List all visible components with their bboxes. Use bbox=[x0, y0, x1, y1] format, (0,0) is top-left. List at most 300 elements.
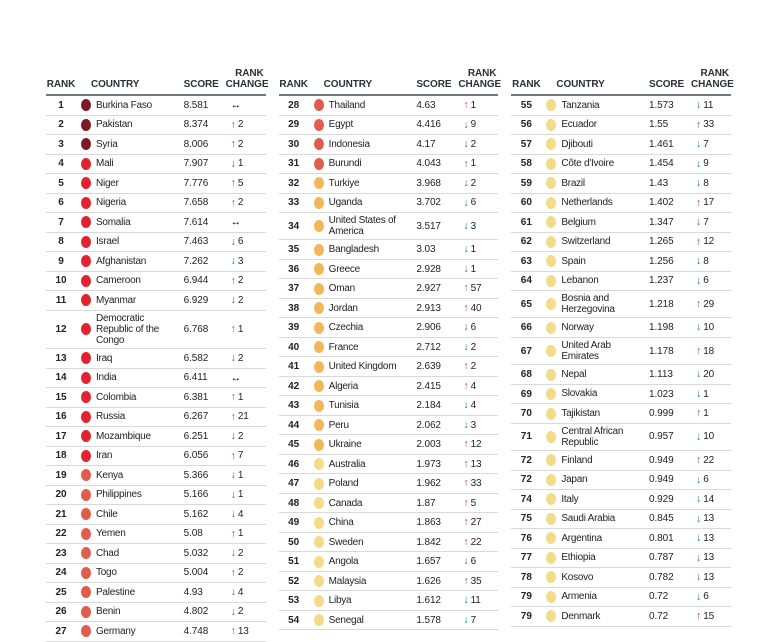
score-band-dot-icon bbox=[81, 177, 91, 189]
table-row bbox=[279, 435, 499, 455]
score-band-dot-icon bbox=[81, 528, 91, 540]
rank-change-value: 2 bbox=[237, 606, 244, 618]
rank-cell: 74 bbox=[520, 493, 532, 505]
score-band-dot-cell bbox=[541, 138, 561, 150]
rank-change-cell bbox=[226, 548, 266, 559]
rank-change-arrow-icon: ↓ bbox=[463, 555, 469, 568]
score-band-dot-cell bbox=[541, 610, 561, 622]
score-value: 0.949 bbox=[649, 474, 674, 486]
rank-change-value: 3 bbox=[470, 419, 476, 431]
rank-cell: 57 bbox=[520, 138, 532, 150]
score-band-dot-cell bbox=[76, 323, 96, 335]
rank-change-cell bbox=[226, 626, 266, 637]
rank-change-arrow-icon: ↓ bbox=[463, 219, 469, 232]
rank-change-arrow-icon: ↓ bbox=[230, 547, 236, 560]
country-name: Russia bbox=[96, 411, 126, 423]
score-band-dot-cell bbox=[309, 595, 329, 607]
score-value: 2.184 bbox=[416, 400, 441, 412]
country-name: Finland bbox=[561, 454, 593, 466]
score-band-dot-icon bbox=[546, 474, 556, 486]
rank-cell: 15 bbox=[55, 391, 67, 403]
table-body bbox=[279, 96, 499, 630]
rank-cell: 59 bbox=[520, 177, 532, 189]
score-value: 3.03 bbox=[416, 244, 436, 256]
score-band-dot-cell bbox=[541, 431, 561, 443]
score-band-dot-icon bbox=[81, 119, 91, 131]
country-name: Côte d'Ivoire bbox=[561, 158, 614, 170]
rank-change-arrow-icon: ↑ bbox=[696, 344, 702, 357]
rank-change-cell bbox=[226, 373, 266, 384]
rank-cell: 3 bbox=[58, 138, 64, 150]
table-row bbox=[279, 338, 499, 358]
country-name: Benin bbox=[96, 606, 121, 618]
score-value: 4.043 bbox=[416, 158, 441, 170]
country-name: Italy bbox=[561, 493, 579, 505]
rank-change-value: 5 bbox=[237, 177, 244, 189]
rank-change-arrow-icon: ↑ bbox=[696, 454, 702, 467]
country-name: Belgium bbox=[561, 216, 596, 228]
score-value: 5.004 bbox=[183, 567, 209, 579]
rank-change-arrow-icon: ↑ bbox=[696, 297, 702, 310]
score-band-dot-cell bbox=[309, 322, 329, 334]
score-band-dot-cell bbox=[76, 372, 96, 384]
rank-change-cell bbox=[458, 178, 498, 189]
rank-cell: 12 bbox=[55, 323, 67, 335]
ranking-column-3 bbox=[511, 52, 734, 635]
rank-change-value: 2 bbox=[237, 119, 244, 131]
rank-change-value: 35 bbox=[470, 575, 482, 587]
score-value: 1.87 bbox=[416, 497, 436, 509]
score-band-dot-icon bbox=[81, 294, 91, 306]
rank-cell: 63 bbox=[520, 255, 532, 267]
table-row bbox=[511, 365, 731, 385]
rank-change-arrow-icon: ↓ bbox=[696, 368, 702, 381]
score-value: 7.907 bbox=[183, 158, 209, 170]
rank-cell: 42 bbox=[288, 380, 300, 392]
score-band-dot-cell bbox=[309, 341, 329, 353]
country-name: Germany bbox=[96, 625, 136, 637]
score-band-dot-cell bbox=[76, 119, 96, 131]
score-band-dot-icon bbox=[546, 99, 556, 111]
country-name: Armenia bbox=[561, 591, 597, 603]
rank-change-value: 13 bbox=[470, 458, 482, 470]
rank-change-arrow-icon: ↑ bbox=[463, 379, 469, 392]
rank-change-value: 1 bbox=[237, 528, 244, 540]
score-band-dot-cell bbox=[76, 508, 96, 520]
country-name: Chile bbox=[96, 508, 118, 520]
score-band-dot-cell bbox=[309, 302, 329, 314]
rank-change-value: 4 bbox=[470, 400, 476, 412]
score-band-dot-cell bbox=[76, 138, 96, 150]
rank-change-cell bbox=[458, 400, 498, 411]
score-value: 6.381 bbox=[183, 391, 209, 403]
rank-change-cell bbox=[691, 158, 731, 169]
score-band-dot-cell bbox=[309, 497, 329, 509]
score-band-dot-cell bbox=[541, 454, 561, 466]
score-band-dot-cell bbox=[541, 532, 561, 544]
country-name: Mali bbox=[96, 158, 114, 170]
country-name: Burundi bbox=[328, 158, 362, 170]
rank-change-arrow-icon: ↓ bbox=[230, 294, 236, 306]
score-band-dot-icon bbox=[546, 138, 556, 150]
country-name: Bangladesh bbox=[328, 244, 379, 256]
rank-cell: 24 bbox=[55, 567, 67, 579]
rank-cell: 27 bbox=[55, 625, 67, 637]
score-band-dot-icon bbox=[81, 625, 91, 637]
score-band-dot-icon bbox=[314, 575, 324, 587]
score-band-dot-icon bbox=[546, 298, 556, 310]
score-value: 0.957 bbox=[649, 431, 674, 443]
table-row bbox=[279, 357, 499, 377]
rank-change-arrow-icon: ↓ bbox=[696, 493, 702, 506]
score-value: 4.748 bbox=[183, 625, 209, 637]
rank-change-cell bbox=[226, 119, 266, 130]
table-row bbox=[511, 194, 731, 214]
score-value: 4.416 bbox=[416, 119, 441, 131]
rank-cell: 28 bbox=[288, 99, 300, 111]
score-band-dot-icon bbox=[546, 610, 556, 622]
country-name: Colombia bbox=[96, 391, 137, 403]
rank-change-cell bbox=[226, 411, 266, 422]
rank-cell: 5 bbox=[58, 177, 64, 189]
rank-change-arrow-icon: ↑ bbox=[230, 138, 236, 150]
rank-cell: 4 bbox=[58, 158, 64, 170]
score-band-dot-icon bbox=[314, 497, 324, 509]
rank-change-cell bbox=[458, 342, 498, 353]
table-row bbox=[46, 564, 266, 584]
rank-change-value: 29 bbox=[703, 298, 714, 310]
rank-change-cell bbox=[226, 178, 266, 189]
score-band-dot-icon bbox=[81, 138, 91, 150]
rank-change-arrow-icon: ↓ bbox=[230, 469, 236, 482]
rank-change-arrow-icon: ↑ bbox=[463, 301, 469, 314]
rank-cell: 58 bbox=[520, 158, 532, 170]
score-band-dot-cell bbox=[541, 493, 561, 505]
rank-cell: 66 bbox=[520, 322, 532, 334]
rank-change-cell bbox=[458, 517, 498, 528]
score-band-dot-icon bbox=[314, 322, 324, 334]
score-band-dot-cell bbox=[76, 197, 96, 209]
rank-change-value: 9 bbox=[470, 119, 476, 131]
rank-change-value: 2 bbox=[470, 341, 476, 353]
score-band-dot-icon bbox=[81, 489, 91, 501]
rank-change-value: 1 bbox=[237, 391, 244, 403]
rank-change-cell bbox=[226, 606, 266, 617]
country-name: Palestine bbox=[96, 586, 135, 598]
table-row bbox=[279, 135, 499, 155]
score-band-dot-cell bbox=[76, 625, 96, 637]
country-name: Malaysia bbox=[328, 575, 367, 587]
rank-change-arrow-icon: ↑ bbox=[463, 535, 469, 548]
score-band-dot-cell bbox=[309, 536, 329, 548]
score-value: 2.712 bbox=[416, 341, 441, 353]
rank-change-cell bbox=[458, 303, 498, 314]
rank-change-cell bbox=[458, 615, 498, 626]
score-band-dot-cell bbox=[309, 478, 329, 490]
score-band-dot-icon bbox=[314, 220, 324, 232]
rank-change-arrow-icon: ↓ bbox=[463, 243, 469, 256]
rank-change-arrow-icon: ↑ bbox=[463, 99, 469, 111]
score-band-dot-icon bbox=[314, 536, 324, 548]
score-band-dot-cell bbox=[541, 591, 561, 603]
score-value: 1.218 bbox=[649, 298, 674, 310]
table-row bbox=[46, 135, 266, 155]
score-band-dot-icon bbox=[314, 458, 324, 470]
country-header: COUNTRY bbox=[556, 79, 605, 90]
rank-cell: 39 bbox=[288, 322, 300, 334]
rank-change-cell bbox=[226, 489, 266, 500]
score-band-dot-cell bbox=[541, 177, 561, 189]
score-band-dot-icon bbox=[546, 322, 556, 334]
country-name: Saudi Arabia bbox=[561, 513, 616, 525]
score-value: 6.056 bbox=[183, 450, 209, 462]
rank-change-cell bbox=[691, 431, 731, 442]
rank-change-value: 6 bbox=[237, 236, 244, 248]
country-name: Libya bbox=[328, 595, 352, 607]
rank-cell: 70 bbox=[520, 408, 532, 419]
score-band-dot-cell bbox=[76, 489, 96, 501]
rank-cell: 47 bbox=[288, 478, 300, 490]
rank-change-arrow-icon: ↔ bbox=[230, 371, 242, 384]
score-band-dot-cell bbox=[309, 614, 329, 626]
score-band-dot-icon bbox=[314, 158, 324, 170]
country-name: Myanmar bbox=[96, 294, 136, 306]
score-band-dot-cell bbox=[76, 411, 96, 423]
rank-change-cell bbox=[226, 100, 266, 111]
score-band-dot-cell bbox=[541, 552, 561, 564]
table-row bbox=[279, 96, 499, 116]
score-band-dot-cell bbox=[76, 528, 96, 540]
score-band-dot-icon bbox=[81, 586, 91, 598]
rank-cell: 67 bbox=[520, 345, 532, 357]
rank-change-value: 1 bbox=[703, 388, 709, 400]
rank-change-value: 6 bbox=[470, 322, 476, 334]
rank-change-value: 1 bbox=[237, 469, 244, 481]
rank-cell: 6 bbox=[58, 197, 64, 209]
rank-change-arrow-icon: ↓ bbox=[463, 418, 469, 431]
score-band-dot-cell bbox=[309, 419, 329, 431]
rank-change-cell bbox=[226, 139, 266, 150]
country-name: Kosovo bbox=[561, 571, 594, 583]
country-name: United Kingdom bbox=[328, 361, 397, 373]
score-band-dot-icon bbox=[81, 216, 91, 228]
rank-change-arrow-icon: ↓ bbox=[463, 321, 469, 334]
score-value: 1.237 bbox=[649, 275, 674, 287]
table-row bbox=[511, 529, 731, 549]
score-value: 0.782 bbox=[649, 571, 674, 583]
rank-change-value: 6 bbox=[470, 556, 476, 568]
table-row bbox=[46, 583, 266, 603]
rank-cell: 19 bbox=[55, 469, 67, 481]
score-band-dot-cell bbox=[309, 220, 329, 232]
table-row bbox=[46, 349, 266, 369]
rank-cell: 48 bbox=[288, 497, 300, 509]
score-band-dot-icon bbox=[81, 411, 91, 423]
rank-cell: 45 bbox=[288, 439, 300, 451]
rank-change-value: 13 bbox=[703, 571, 714, 583]
rank-change-arrow-icon: ↓ bbox=[696, 551, 702, 564]
rank-change-cell bbox=[458, 264, 498, 275]
rank-cell: 60 bbox=[520, 197, 532, 209]
rank-change-arrow-icon: ↑ bbox=[696, 118, 702, 131]
table-row bbox=[279, 155, 499, 175]
country-name: Syria bbox=[96, 138, 118, 150]
rank-change-cell bbox=[458, 459, 498, 470]
rank-cell: 22 bbox=[55, 528, 67, 540]
rank-cell: 9 bbox=[58, 255, 64, 267]
country-name: Mozambique bbox=[96, 430, 151, 442]
rank-change-arrow-icon: ↑ bbox=[230, 177, 236, 189]
score-value: 1.198 bbox=[649, 322, 674, 334]
score-value: 1.962 bbox=[416, 478, 441, 490]
score-band-dot-cell bbox=[309, 244, 329, 256]
score-band-dot-cell bbox=[541, 119, 561, 131]
rank-change-value: 15 bbox=[703, 610, 714, 622]
rank-change-arrow-icon: ↔ bbox=[230, 99, 242, 111]
rank-change-cell bbox=[458, 221, 498, 232]
score-value: 2.639 bbox=[416, 361, 441, 373]
score-band-dot-icon bbox=[314, 400, 324, 412]
rank-change-arrow-icon: ↓ bbox=[463, 594, 469, 607]
country-name: Afghanistan bbox=[96, 255, 147, 267]
score-value: 1.578 bbox=[416, 614, 441, 626]
score-band-dot-cell bbox=[76, 606, 96, 618]
rank-change-arrow-icon: ↑ bbox=[696, 610, 702, 623]
score-band-dot-icon bbox=[546, 158, 556, 170]
score-band-dot-icon bbox=[546, 454, 556, 466]
rank-change-arrow-icon: ↓ bbox=[463, 399, 469, 412]
table-row bbox=[46, 447, 266, 467]
country-name: Oman bbox=[328, 283, 355, 295]
rank-cell: 14 bbox=[55, 372, 67, 384]
country-name: France bbox=[328, 341, 359, 353]
rank-change-value: 13 bbox=[703, 532, 714, 544]
rank-cell: 53 bbox=[288, 595, 300, 607]
table-row bbox=[511, 568, 731, 588]
table-row bbox=[279, 318, 499, 338]
ranking-column-2 bbox=[279, 52, 502, 635]
score-band-dot-cell bbox=[541, 345, 561, 357]
rank-change-cell bbox=[458, 244, 498, 255]
rank-change-value: 1 bbox=[470, 99, 476, 111]
score-band-dot-icon bbox=[314, 419, 324, 431]
rank-change-cell bbox=[458, 197, 498, 208]
table-row bbox=[511, 338, 731, 365]
score-band-dot-cell bbox=[76, 275, 96, 287]
score-band-dot-icon bbox=[546, 369, 556, 381]
rank-change-value: 2 bbox=[470, 361, 476, 373]
score-band-dot-cell bbox=[76, 391, 96, 403]
table-row bbox=[511, 291, 731, 318]
rank-change-value: 11 bbox=[703, 99, 714, 111]
country-name: Japan bbox=[561, 474, 588, 486]
score-value: 0.72 bbox=[649, 591, 669, 603]
rank-cell: 25 bbox=[55, 586, 67, 598]
rank-change-arrow-icon: ↑ bbox=[230, 625, 236, 638]
rank-change-arrow-icon: ↓ bbox=[463, 196, 469, 209]
score-band-dot-icon bbox=[546, 388, 556, 400]
table-row bbox=[279, 533, 499, 553]
country-name: Slovakia bbox=[561, 388, 598, 400]
rank-change-cell bbox=[691, 236, 731, 247]
score-band-dot-icon bbox=[546, 431, 556, 443]
rank-change-cell bbox=[226, 587, 266, 598]
ranking-column-1 bbox=[46, 52, 269, 638]
rank-change-value: 1 bbox=[237, 323, 244, 335]
rank-cell: 13 bbox=[55, 352, 67, 364]
score-value: 1.265 bbox=[649, 236, 674, 248]
table-row bbox=[511, 174, 731, 194]
rank-change-arrow-icon: ↓ bbox=[463, 118, 469, 131]
score-value: 2.906 bbox=[416, 322, 441, 334]
table-body bbox=[46, 96, 266, 642]
score-band-dot-cell bbox=[541, 216, 561, 228]
rank-cell: 77 bbox=[520, 552, 532, 564]
country-name: Nepal bbox=[561, 368, 587, 380]
score-band-dot-icon bbox=[314, 439, 324, 451]
score-band-dot-cell bbox=[76, 567, 96, 579]
country-name: Burkina Faso bbox=[96, 99, 152, 111]
score-value: 1.178 bbox=[649, 345, 674, 357]
country-name: Canada bbox=[328, 497, 363, 509]
score-value: 2.927 bbox=[416, 283, 441, 295]
country-name: Egypt bbox=[328, 119, 353, 131]
rank-change-cell bbox=[226, 431, 266, 442]
score-value: 0.845 bbox=[649, 513, 674, 525]
country-name: Senegal bbox=[328, 614, 364, 626]
rank-change-arrow-icon: ↓ bbox=[696, 157, 702, 170]
score-value: 1.573 bbox=[649, 99, 674, 111]
score-band-dot-cell bbox=[541, 571, 561, 583]
rank-change-cell bbox=[691, 346, 731, 357]
score-band-dot-icon bbox=[546, 345, 556, 357]
rank-change-cell bbox=[691, 299, 731, 310]
score-band-dot-icon bbox=[81, 323, 91, 335]
score-band-dot-cell bbox=[541, 513, 561, 525]
table-row bbox=[46, 233, 266, 253]
rank-change-arrow-icon: ↑ bbox=[230, 449, 236, 462]
table-row bbox=[46, 369, 266, 389]
rank-change-cell bbox=[226, 158, 266, 169]
score-band-dot-icon bbox=[314, 595, 324, 607]
rank-change-cell bbox=[691, 217, 731, 228]
table-row bbox=[511, 213, 731, 233]
score-band-dot-icon bbox=[81, 158, 91, 170]
rank-cell: 23 bbox=[55, 547, 67, 559]
rank-change-cell bbox=[691, 100, 731, 111]
rank-change-cell bbox=[458, 381, 498, 392]
rank-cell: 52 bbox=[288, 575, 300, 587]
rank-change-arrow-icon: ↓ bbox=[696, 387, 702, 400]
rank-change-arrow-icon: ↓ bbox=[230, 430, 236, 443]
country-name: Nigeria bbox=[96, 197, 126, 209]
rank-change-cell bbox=[691, 256, 731, 267]
table-row bbox=[46, 486, 266, 506]
rank-change-cell bbox=[226, 295, 266, 306]
rank-change-value: 57 bbox=[470, 283, 482, 295]
score-value: 0.72 bbox=[649, 610, 669, 622]
rank-change-cell bbox=[226, 450, 266, 461]
table-row bbox=[279, 396, 499, 416]
score-value: 7.776 bbox=[183, 177, 209, 189]
score-band-dot-cell bbox=[309, 575, 329, 587]
score-band-dot-icon bbox=[546, 591, 556, 603]
rank-cell: 17 bbox=[55, 430, 67, 442]
rank-change-arrow-icon: ↓ bbox=[230, 488, 236, 501]
score-value: 6.929 bbox=[183, 294, 209, 306]
rank-change-header: RANK CHANGE bbox=[225, 68, 269, 90]
score-band-dot-icon bbox=[81, 99, 91, 111]
